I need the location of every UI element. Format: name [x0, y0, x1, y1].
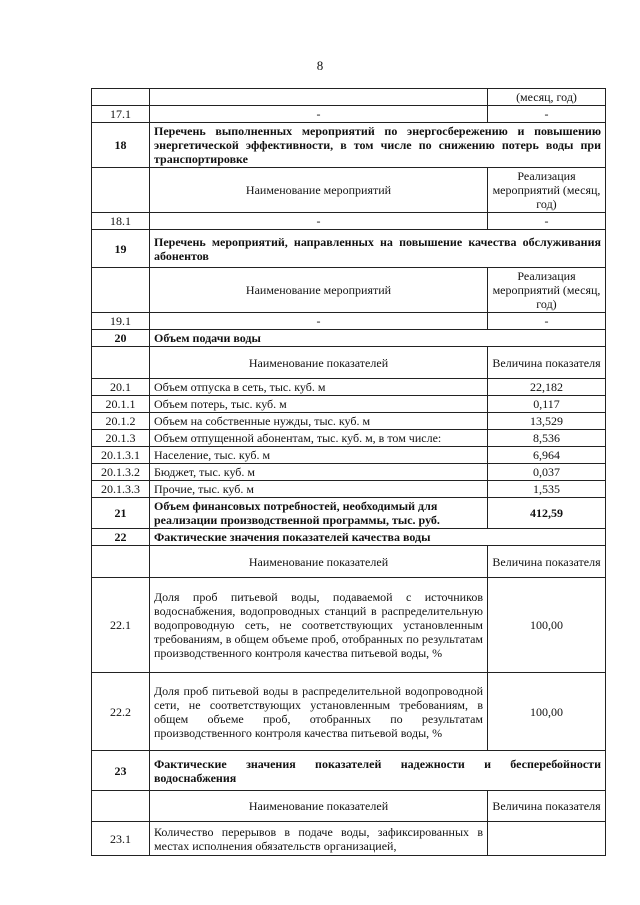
section-number: 20	[92, 330, 150, 347]
row-number: 20.1	[92, 379, 150, 396]
section-number: 21	[92, 498, 150, 529]
section-title: Перечень выполненных мероприятий по энергосбережению и повышению энергетической эффективности, в том числе по снижению потерь воды при транспортировке	[150, 123, 606, 168]
row-number: 17.1	[92, 106, 150, 123]
section-number: 18	[92, 123, 150, 168]
row-number: 20.1.2	[92, 413, 150, 430]
table-row	[92, 791, 606, 822]
row-value: -	[488, 213, 606, 230]
row-text: Объем потерь, тыс. куб. м	[150, 396, 488, 413]
table-row	[92, 498, 606, 529]
row-number: 20.1.1	[92, 396, 150, 413]
row-value: -	[488, 106, 606, 123]
row-text: Прочие, тыс. куб. м	[150, 481, 488, 498]
table-row	[92, 106, 606, 123]
table-row	[92, 230, 606, 268]
section-title: Объем финансовых потребностей, необходимый для реализации производственной программы, тыс. руб.	[150, 498, 488, 529]
table-row	[92, 464, 606, 481]
row-text: -	[150, 106, 488, 123]
section-title: Фактические значения показателей качества воды	[150, 529, 606, 546]
row-text: Доля проб питьевой воды, подаваемой с источников водоснабжения, водопроводных станций в распределительную водопроводную сеть, не соответствующих установленным требованиям, в общем объеме проб, отобранных по результатам производственного контроля качества питьевой воды, %	[150, 578, 488, 673]
table-row	[92, 413, 606, 430]
row-number: 18.1	[92, 213, 150, 230]
table-row	[92, 578, 606, 673]
table-row	[92, 822, 606, 856]
column-header-value: Величина показателя	[488, 546, 606, 578]
table-row	[92, 347, 606, 379]
row-text-cell	[150, 89, 488, 106]
row-number: 22.1	[92, 578, 150, 673]
section-title: Перечень мероприятий, направленных на повышение качества обслуживания абонентов	[150, 230, 606, 268]
row-number: 20.1.3	[92, 430, 150, 447]
row-value: 13,529	[488, 413, 606, 430]
table-row	[92, 213, 606, 230]
row-value: 100,00	[488, 673, 606, 751]
row-number: 19.1	[92, 313, 150, 330]
row-text: Доля проб питьевой воды в распределительной водопроводной сети, не соответствующих установленным требованиям, в общем объеме проб, отобранных по результатам производственного контроля качества питьевой воды, %	[150, 673, 488, 751]
section-title: Фактические значения показателей надежности и бесперебойности водоснабжения	[150, 751, 606, 791]
table-row	[92, 168, 606, 213]
row-value: 1,535	[488, 481, 606, 498]
indicators-table	[91, 88, 606, 856]
row-text: Объем отпуска в сеть, тыс. куб. м	[150, 379, 488, 396]
table-row	[92, 673, 606, 751]
row-text: Объем на собственные нужды, тыс. куб. м	[150, 413, 488, 430]
page-number: 8	[316, 58, 324, 73]
table-row	[92, 546, 606, 578]
column-header-name: Наименование мероприятий	[150, 268, 488, 313]
row-number: 23.1	[92, 822, 150, 856]
row-number: 20.1.3.3	[92, 481, 150, 498]
row-value: 0,037	[488, 464, 606, 481]
row-value-cell: (месяц, год)	[488, 89, 606, 106]
row-value: 6,964	[488, 447, 606, 464]
row-value: 0,117	[488, 396, 606, 413]
column-header-name: Наименование показателей	[150, 546, 488, 578]
row-value: 8,536	[488, 430, 606, 447]
column-header-value: Реализация мероприятий (месяц, год)	[488, 268, 606, 313]
row-text: Население, тыс. куб. м	[150, 447, 488, 464]
column-header-name: Наименование показателей	[150, 347, 488, 379]
row-number-cell	[92, 791, 150, 822]
table-row	[92, 447, 606, 464]
table-row	[92, 268, 606, 313]
row-number: 20.1.3.2	[92, 464, 150, 481]
column-header-value: Реализация мероприятий (месяц, год)	[488, 168, 606, 213]
row-value: 100,00	[488, 578, 606, 673]
row-text: Объем отпущенной абонентам, тыс. куб. м, в том числе:	[150, 430, 488, 447]
row-text: Бюджет, тыс. куб. м	[150, 464, 488, 481]
row-number: 22.2	[92, 673, 150, 751]
table-row	[92, 313, 606, 330]
table-row	[92, 751, 606, 791]
section-number: 23	[92, 751, 150, 791]
table-row	[92, 481, 606, 498]
row-text: -	[150, 213, 488, 230]
row-text: Количество перерывов в подаче воды, зафиксированных в местах исполнения обязательств организацией,	[150, 822, 488, 856]
table-row	[92, 330, 606, 347]
row-number: 20.1.3.1	[92, 447, 150, 464]
table-row	[92, 379, 606, 396]
row-number-cell	[92, 347, 150, 379]
section-number: 22	[92, 529, 150, 546]
section-title: Объем подачи воды	[150, 330, 606, 347]
row-number-cell	[92, 546, 150, 578]
row-value: 22,182	[488, 379, 606, 396]
table-row	[92, 430, 606, 447]
table-row	[92, 396, 606, 413]
section-number: 19	[92, 230, 150, 268]
row-number-cell	[92, 268, 150, 313]
row-text: -	[150, 313, 488, 330]
table-row	[92, 123, 606, 168]
row-number-cell	[92, 89, 150, 106]
column-header-name: Наименование мероприятий	[150, 168, 488, 213]
row-value: -	[488, 313, 606, 330]
table-row	[92, 529, 606, 546]
row-value	[488, 822, 606, 856]
table-row	[92, 89, 606, 106]
column-header-name: Наименование показателей	[150, 791, 488, 822]
section-value: 412,59	[488, 498, 606, 529]
row-number-cell	[92, 168, 150, 213]
column-header-value: Величина показателя	[488, 791, 606, 822]
column-header-value: Величина показателя	[488, 347, 606, 379]
